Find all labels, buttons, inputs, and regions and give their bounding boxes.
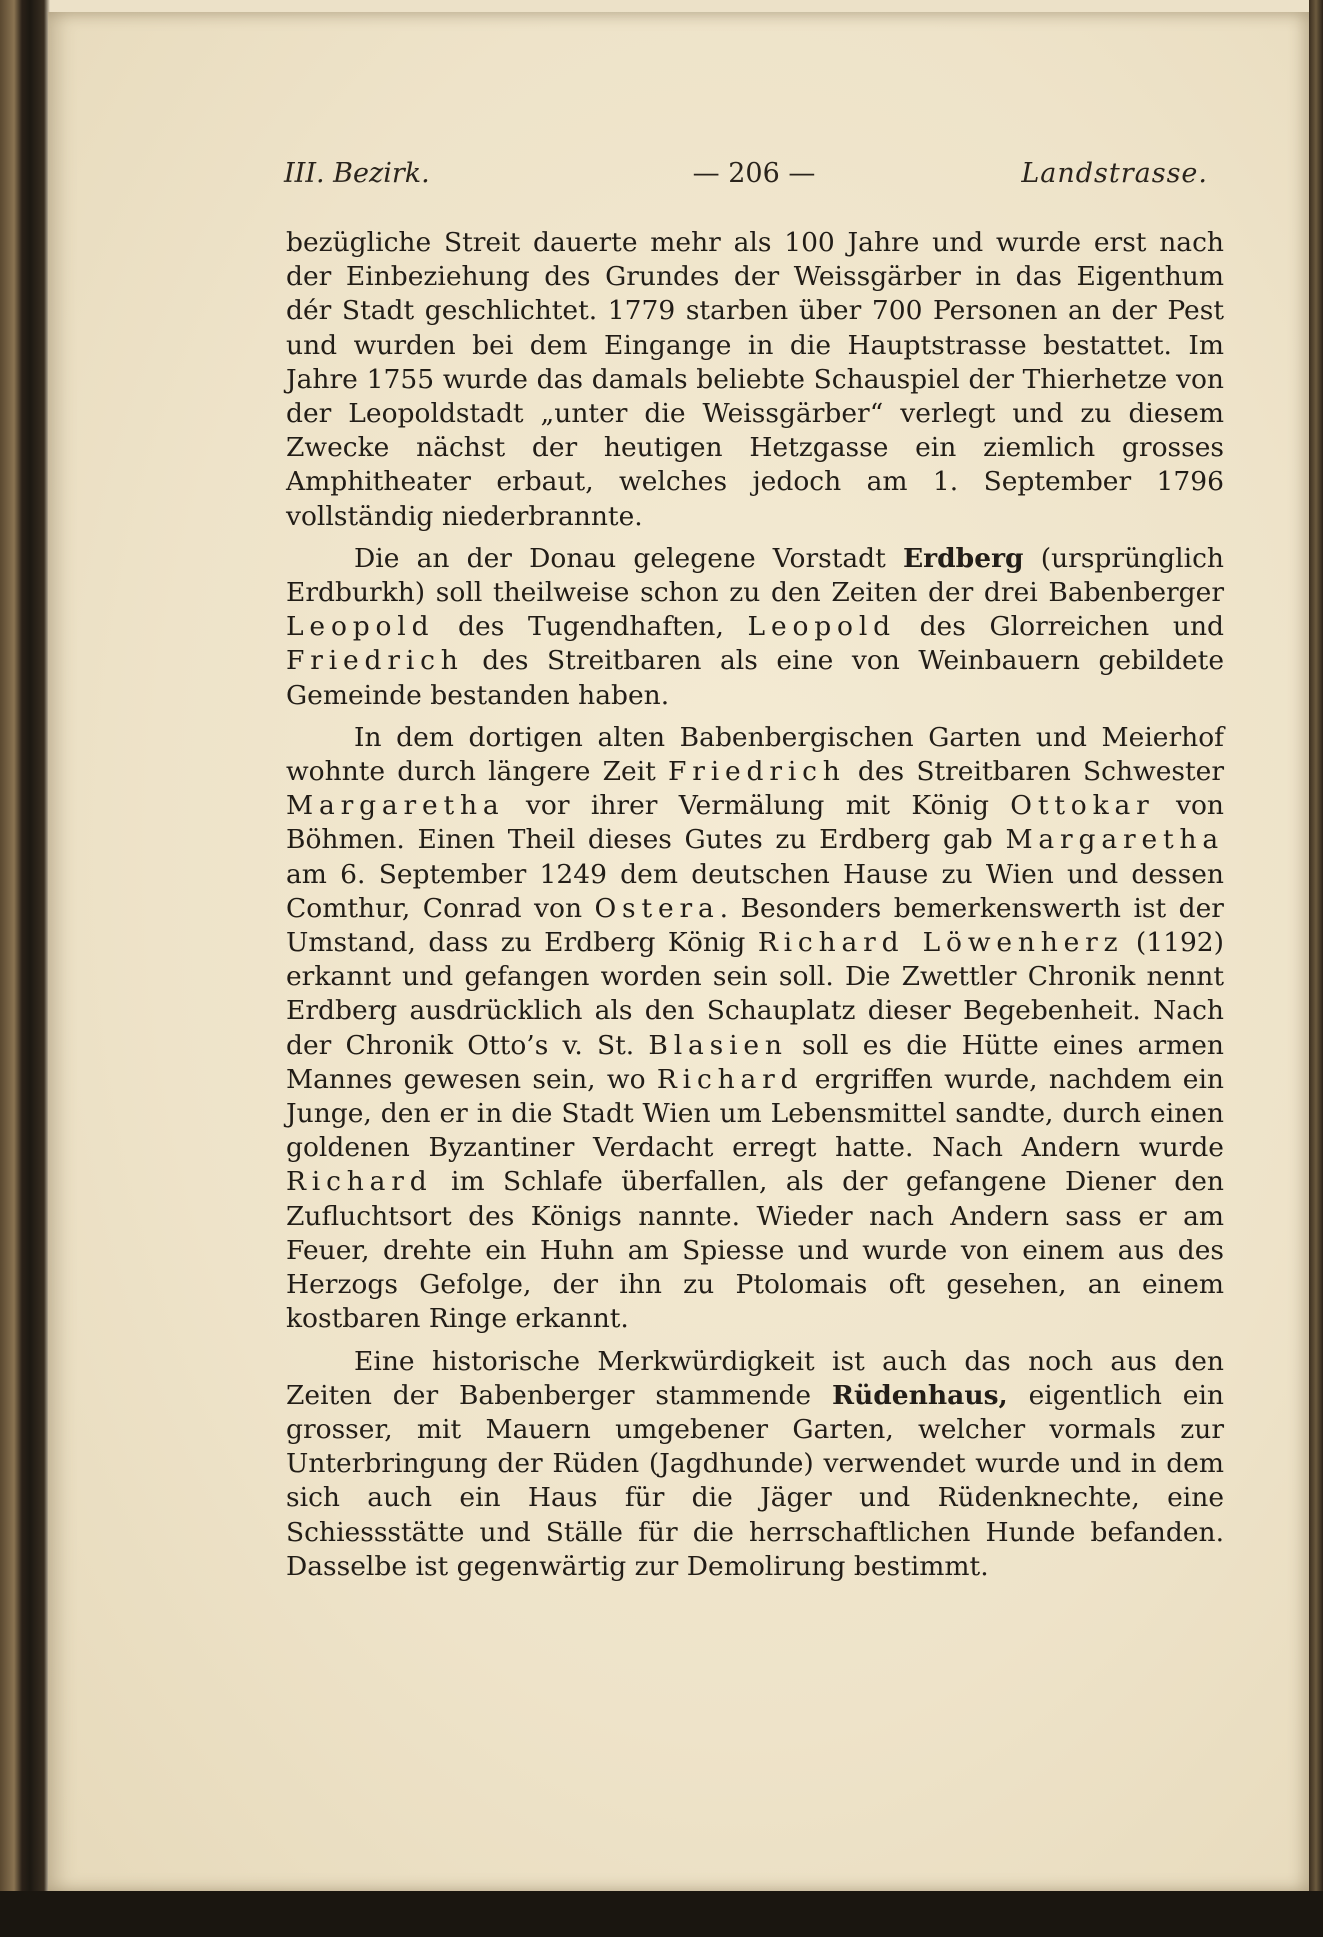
text-run: (ursprünglich Erdburkh) soll theilweise schon zu den Zeiten der drei Babenberger [286,542,1225,609]
spaced-name: Richard [656,1063,804,1095]
text-run: bezügliche Streit dauerte mehr als 100 Jahre und wurde erst nach der Einbeziehung des Grundes der Weissgärber in das Eigenthum dér Stadt geschlichtet. 1779 starben über 700 Personen an der Pest und wurden bei dem Eingange in die Hauptstrasse bestattet. Im Jahre 1755 wurde das damals beliebte Schauspiel der Thierhetze von der Leopoldstadt „unter die Weissgärber“ verlegt und zu diesem Zwecke nächst der heutigen Hetzgasse ein ziemlich grosses Amphitheater erbaut, welches jedoch am 1. September 1796 vollständig niederbrannte. [286,227,1224,532]
paragraph [286,1345,1224,1584]
spaced-name: Leopold [286,611,435,643]
paragraph [286,226,1224,534]
running-header [284,158,1208,198]
text-run: In dem dortigen alten Babenbergischen Garten und Meierhof wohnte durch längere Zeit [286,721,1224,788]
text-run: im Schlafe überfallen, als der gefangene Diener den Zufluchtsort des Königs nannte. Wieder nach Andern sass er am Feuer, drehte ein Huhn am Spiesse und wurde von einem aus des Herzogs Gefolge, der ihn zu Ptolomais oft gesehen, an einem kostbaren Ringe erkannt. [286,1166,1224,1335]
text-run: des Streitbaren Schwester [845,756,1224,788]
spaced-name: Leopold [747,611,896,643]
body-text [286,226,1224,1584]
text-run: Eine historische Merkwürdigkeit ist auch das noch aus den Zeiten der Babenberger stammende [286,1345,1224,1411]
paragraph [286,721,1224,1337]
text-run: am 6. September 1249 dem deutschen Hause zu Wien und dessen Comthur, Conrad von [286,858,1224,924]
text-run: eigentlich ein grosser, mit Mauern umgebener Garten, welcher vormals zur Unterbringung der Rüden (Jagdhunde) verwendet wurde und in dem sich auch ein Haus für die Jäger und Rüdenknechte, eine Schiessstätte und Ställe für die herrschaftlichen Hunde befanden. Dasselbe ist gegenwärtig zur Demolirung bestimmt. [286,1379,1225,1582]
header-section: Landstrasse. [1021,158,1208,189]
text-run: des Tugendhaften, [434,611,748,643]
text-run: soll es die Hütte eines armen Mannes gewesen sein, wo [286,1029,1224,1095]
text-run: vor ihrer Vermälung mit König [504,790,1011,822]
spaced-name: Richard [286,1166,433,1198]
text-run: (1192) erkannt und gefangen worden sein soll. Die Zwettler Chronik nennt Erdberg ausdrücklich als den Schauplatz dieser Begebenheit. Nach der Chronik Otto’s v. St. [286,927,1224,1061]
text-run: ergriffen wurde, nachdem ein Junge, den er in die Stadt Wien um Lebensmittel sandte, durch einen goldenen Byzantiner Verdacht erregt hatte. Nach Andern wurde [286,1063,1224,1164]
text-run: Die an der Donau gelegene Vorstadt [354,542,903,574]
spaced-name: Margaretha [1005,824,1224,856]
book-edge [1309,0,1323,1937]
spaced-name: Friedrich [286,645,464,677]
text-run: des Glorreichen und [895,611,1224,643]
text-run: des Streitbaren als eine von Weinbauern gebildete Gemeinde bestanden haben. [286,645,1224,711]
text-run: von Böhmen. Einen Theil dieses Gutes zu Erdberg gab [286,790,1224,856]
spaced-name: Friedrich [668,756,846,788]
header-district: III. Bezirk. [284,158,430,189]
page-number: — 206 — [692,158,816,189]
spaced-name: Margaretha [286,790,505,822]
scan-background [0,1891,1323,1937]
spaced-name: Blasien [648,1029,788,1061]
spaced-name: Ottokar [1010,790,1155,822]
bold-term: Erdberg [902,542,1024,574]
spaced-name: Ostera [594,892,720,924]
spaced-name: Richard Löwenherz [757,927,1124,959]
paragraph [286,542,1224,713]
text-run: . Besonders bemerkenswerth ist der Umstand, dass zu Erdberg König [286,892,1224,959]
bold-term: Rüdenhaus, [831,1379,1008,1411]
